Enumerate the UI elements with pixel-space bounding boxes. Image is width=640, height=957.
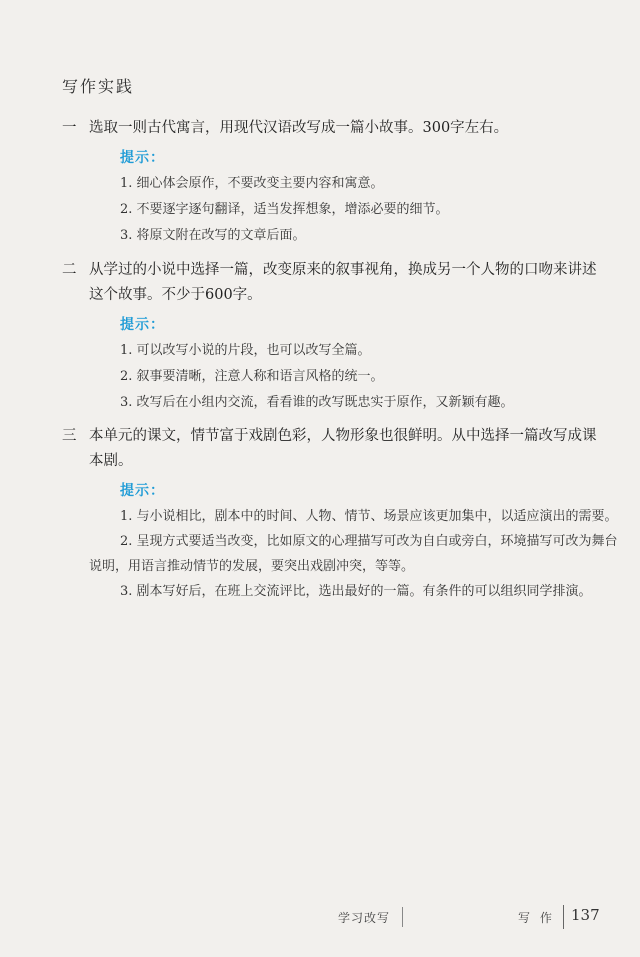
footer-unit-label: 学习改写 [338, 911, 391, 925]
hint-label: 提示： [120, 317, 165, 333]
footer-section-label: 写 作 [518, 911, 555, 925]
hint-item: 3. 将原文附在改写的文章后面。 [120, 228, 306, 243]
task-text: 选取一则古代寓言，用现代汉语改写成一篇小故事。300字左右。 [89, 120, 509, 136]
task-text-continued: 这个故事。不少于600字。 [89, 287, 262, 303]
task-text: 本单元的课文，情节富于戏剧色彩，人物形象也很鲜明。从中选择一篇改写成课 [89, 428, 597, 444]
footer-divider [402, 907, 403, 927]
hint-item: 3. 改写后在小组内交流，看看谁的改写既忠实于原作，又新颖有趣。 [120, 395, 514, 410]
task-number: 三 [62, 428, 77, 444]
hint-label: 提示： [120, 150, 165, 166]
footer-divider [563, 905, 564, 929]
section-title: 写作实践 [62, 77, 135, 96]
hint-item: 2. 叙事要清晰，注意人称和语言风格的统一。 [120, 369, 384, 384]
task-text: 从学过的小说中选择一篇，改变原来的叙事视角，换成另一个人物的口吻来讲述 [89, 262, 597, 278]
task-number: 一 [62, 120, 77, 136]
task-1 [62, 116, 618, 249]
hint-item: 1. 细心体会原作，不要改变主要内容和寓意。 [120, 176, 384, 191]
hint-item: 2. 呈现方式要适当改变，比如原文的心理描写可改为自白或旁白，环境描写可改为舞台说明，用语言推动情节的发展，要突出戏剧冲突，等等。 [89, 534, 618, 574]
page-footer [0, 905, 640, 935]
hint-item: 1. 与小说相比，剧本中的时间、人物、情节、场景应该更加集中，以适应演出的需要。 [120, 509, 618, 524]
task-2 [62, 258, 618, 416]
hint-item: 3. 剧本写好后，在班上交流评比，选出最好的一篇。有条件的可以组织同学排演。 [120, 584, 592, 599]
task-number: 二 [62, 262, 77, 278]
hint-label: 提示： [120, 483, 165, 499]
task-text-continued: 本剧。 [89, 453, 133, 469]
hint-item: 1. 可以改写小说的片段，也可以改写全篇。 [120, 343, 371, 358]
page-number: 137 [571, 906, 600, 924]
hint-item: 2. 不要逐字逐句翻译，适当发挥想象，增添必要的细节。 [120, 202, 449, 217]
task-3 [62, 424, 618, 604]
